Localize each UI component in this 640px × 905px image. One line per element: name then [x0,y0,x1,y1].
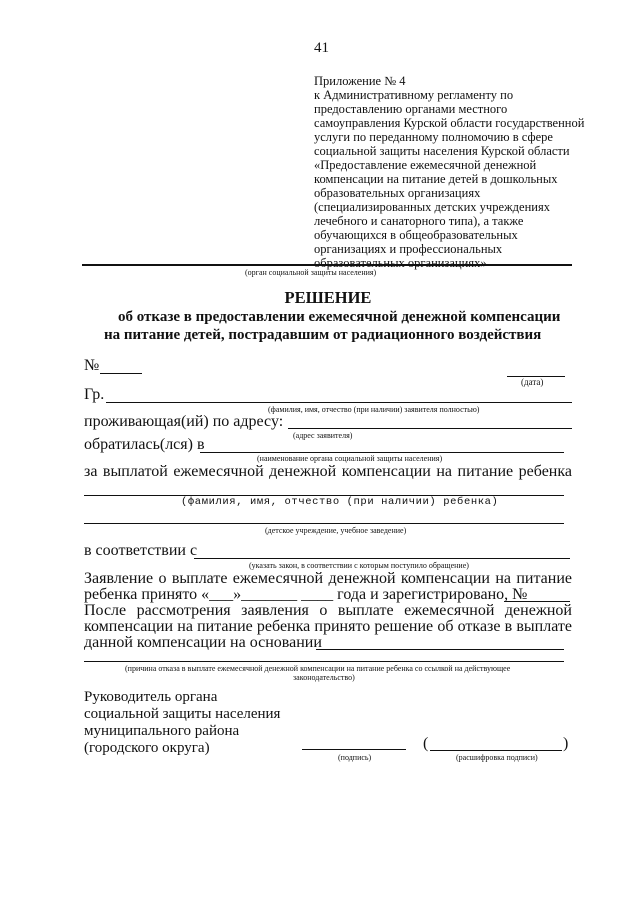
number-label: № [84,357,100,374]
law-caption: (указать закон, в соответствии с которым поступило обращение) [249,561,469,570]
statement-line-1: Заявление о выплате ежемесячной денежной компенсации на питание [84,570,572,587]
signature-line [302,749,406,750]
head-line: Руководитель органа [84,689,218,705]
review-line-1: После рассмотрения заявления о выплате ежемесячной денежной [84,602,572,619]
institution-line [84,523,564,524]
head-line: муниципального района [84,723,240,739]
head-line: (городского округа) [84,740,210,756]
statement-line-2: ребенка принято «___»_______ ____ года и зарегистрировано, № [84,586,528,603]
fio-caption: (фамилия, имя, отчество (при наличии) заявителя полностью) [268,405,480,414]
citizen-label: Гр. [84,386,105,403]
applied-label: обратилась(лся) в [84,436,205,453]
appendix-line: образовательных организациях» [314,256,487,270]
address-label: проживающая(ий) по адресу: [84,413,284,430]
citizen-field-line [106,402,572,403]
appendix-line: компенсации на питание детей в дошкольных [314,172,558,186]
appendix-block [314,74,584,270]
decoding-caption: (расшифровка подписи) [456,753,538,762]
child-fio-caption: (фамилия, имя, отчество (при наличии) ребенка) [181,496,499,508]
signature-caption: (подпись) [338,753,372,762]
organ-name-line [82,264,572,266]
review-line-2: компенсации на питание ребенка принято решение об отказе в выплате [84,618,572,635]
appendix-line: (специализированных детских учреждениях [314,200,550,214]
appendix-line: образовательных организациях [314,186,481,200]
appendix-line: социальной защиты населения Курской области [314,144,570,158]
basis-field-line [316,649,564,650]
page-number: 41 [314,40,329,56]
appendix-line: «Предоставление ежемесячной денежной [314,158,537,172]
decision-title: РЕШЕНИЕ [284,288,372,307]
reason-line [84,661,564,662]
appendix-line: к Административному регламенту по [314,88,514,102]
paren-close: ) [563,735,569,752]
appendix-line: организациях и профессиональных [314,242,503,256]
review-line-3: данной компенсации на основании [84,634,322,651]
appendix-line: Приложение № 4 [314,74,406,88]
address-caption: (адрес заявителя) [293,431,353,440]
decision-subtitle-2: на питание детей, пострадавшим от радиационного воздействия [104,327,542,343]
law-field-line [194,558,570,559]
appendix-line: самоуправления Курской области государственной [314,116,585,130]
date-caption: (дата) [521,377,544,387]
decoding-line [430,750,562,751]
appendix-line: лечебного и санаторного типа), а также [314,214,524,228]
reason-caption-2: законодательство) [293,673,355,682]
address-field-line [288,428,572,429]
payment-line: за выплатой ежемесячной денежной компенсации на питание ребенка [84,463,572,480]
accordance-label: в соответствии с [84,542,198,559]
reason-caption-1: (причина отказа в выплате ежемесячной денежной компенсации на питание ребенка со ссылкой на действующее [125,664,511,673]
organ-caption: (орган социальной защиты населения) [245,268,377,277]
head-signature-block [84,689,280,757]
appendix-line: предоставлению органами местного [314,102,508,116]
appendix-line: обучающихся в общеобразовательных [314,228,518,242]
paren-open: ( [423,735,429,752]
appendix-line: услуги по переданному полномочию в сфере [314,130,553,144]
number-field-line [100,373,142,374]
organ-name-caption: (наименование органа социальной защиты населения) [257,454,443,463]
head-line: социальной защиты населения [84,706,281,722]
decision-subtitle-1: об отказе в предоставлении ежемесячной денежной компенсации [118,309,561,325]
applied-field-line [200,452,564,453]
institution-caption: (детское учреждение, учебное заведение) [265,526,407,535]
